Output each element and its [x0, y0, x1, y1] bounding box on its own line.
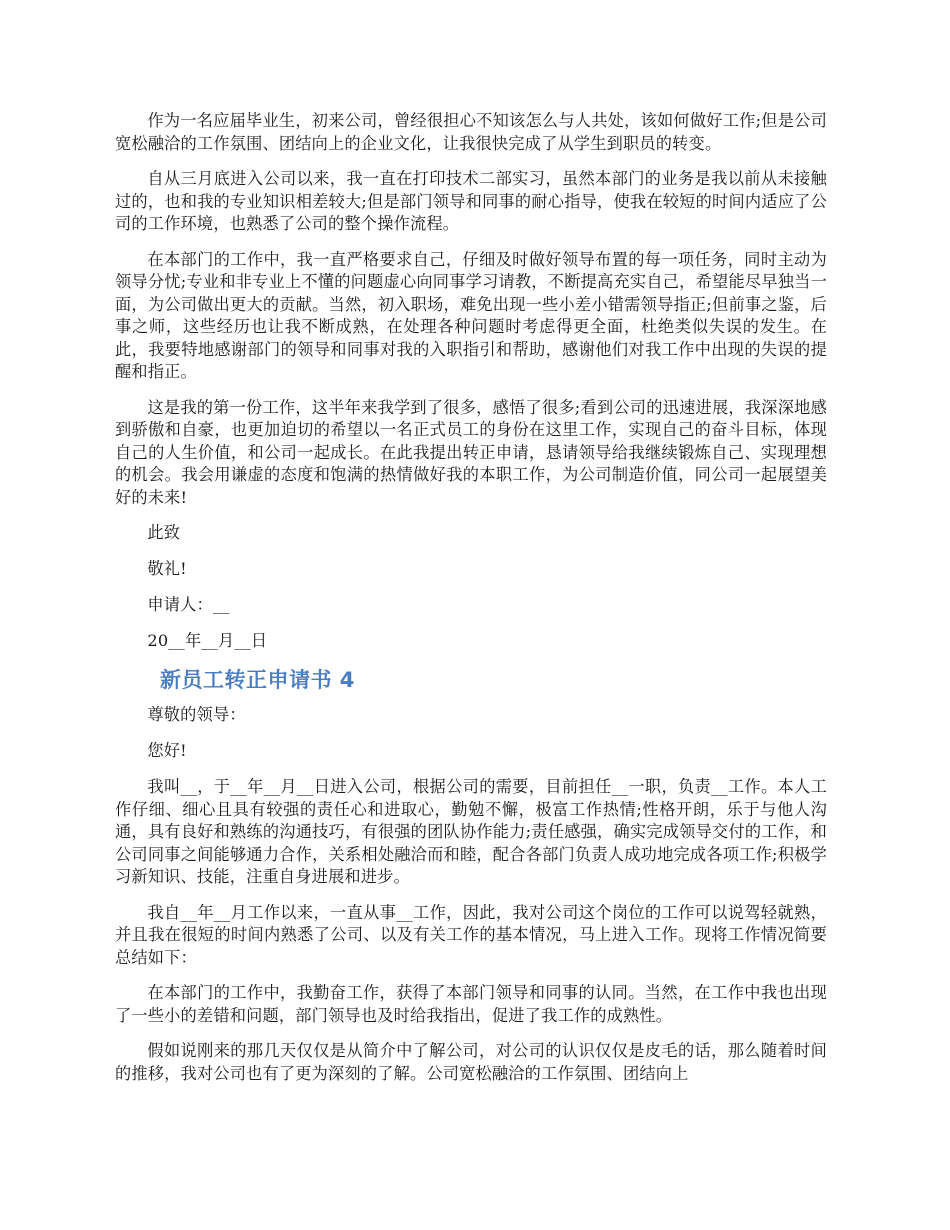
letter-closing: 此致 [147, 523, 181, 542]
letter-salute: 敬礼! [147, 559, 187, 578]
body-paragraph: 作为一名应届毕业生，初来公司，曾经很担心不知该怎么与人共处，该如何做好工作;但是公司宽松融洽的工作氛围、团结向上的企业文化，让我很快完成了从学生到职员的转变。 [115, 111, 827, 153]
body-paragraph: 在本部门的工作中，我勤奋工作，获得了本部门领导和同事的认同。当然，在工作中我也出现了一些小的差错和问题，部门领导也及时给我指出，促进了我工作的成熟性。 [115, 983, 827, 1025]
body-paragraph: 在本部门的工作中，我一直严格要求自己，仔细及时做好领导布置的每一项任务，同时主动为领导分忧;专业和非专业上不懂的问题虚心向同事学习请教，不断提高充实自己，希望能尽早独当一面，为公司做出更大的贡献。当然，初入职场，难免出现一些小差小错需领导指正;但前事之鉴，后事之师，这些经历也让我不断成熟，在处理各种问题时考虑得更全面，杜绝类似失误的发生。在此，我要特地感谢部门的领导和同事对我的入职指引和帮助，感谢他们对我工作中出现的失误的提醒和指正。 [115, 249, 827, 381]
body-paragraph: 我自__年__月工作以来，一直从事__工作，因此，我对公司这个岗位的工作可以说驾轻就熟，并且我在很短的时间内熟悉了公司、以及有关工作的基本情况，马上进入工作。现将工作情况简要总结如下： [115, 902, 827, 967]
date-line: 20__年__月__日 [147, 631, 268, 650]
letter-hello: 您好! [147, 741, 187, 760]
body-paragraph: 自从三月底进入公司以来，我一直在打印技术二部实习，虽然本部门的业务是我以前从未接触过的，也和我的专业知识相差较大;但是部门领导和同事的耐心指导，使我在较短的时间内适应了公司的工作环境，也熟悉了公司的整个操作流程。 [115, 169, 827, 233]
applicant-line: 申请人：__ [147, 595, 230, 614]
document-page [115, 110, 827, 1098]
body-paragraph: 这是我的第一份工作，这半年来我学到了很多，感悟了很多;看到公司的迅速进展，我深深地感到骄傲和自豪，也更加迫切的希望以一名正式员工的身份在这里工作，实现自己的奋斗目标，体现自己的人生价值，和公司一起成长。在此我提出转正申请，恳请领导给我继续锻炼自己、实现理想的机会。我会用谦虚的态度和饱满的热情做好我的本职工作，为公司制造价值，同公司一起展望美好的未来! [115, 397, 827, 507]
letter-greeting: 尊敬的领导： [147, 705, 246, 724]
section-title: 新员工转正申请书 4 [160, 668, 355, 692]
body-paragraph: 假如说刚来的那几天仅仅是从简介中了解公司，对公司的认识仅仅是皮毛的话，那么随着时间的推移，我对公司也有了更为深刻的了解。公司宽松融洽的工作氛围、团结向上 [115, 1041, 827, 1083]
body-paragraph: 我叫__，于__年__月__日进入公司，根据公司的需要，目前担任__一职，负责__工作。本人工作仔细、细心且具有较强的责任心和进取心，勤勉不懈，极富工作热情;性格开朗，乐于与他人沟通，具有良好和熟练的沟通技巧，有很强的团队协作能力;责任感强，确实完成领导交付的工作，和公司同事之间能够通力合作，关系相处融洽而和睦，配合各部门负责人成功地完成各项工作;积极学习新知识、技能，注重自身进展和进步。 [115, 777, 827, 886]
